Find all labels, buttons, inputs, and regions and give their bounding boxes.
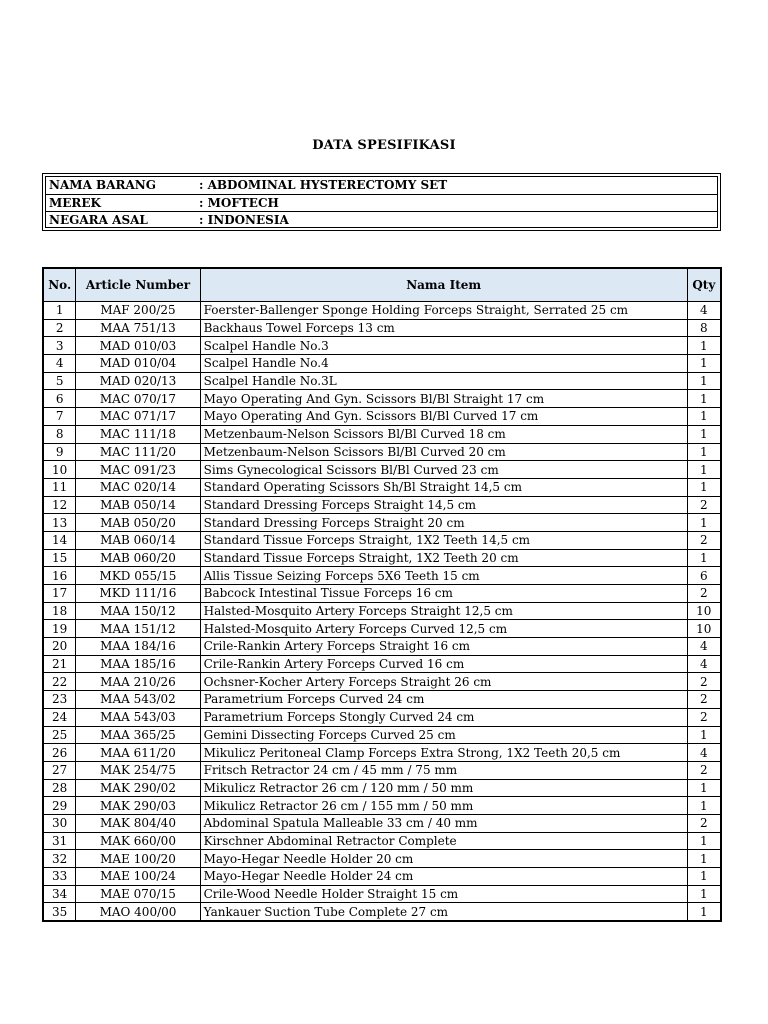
quantity: 4: [687, 744, 721, 762]
item-name: Kirschner Abdominal Retractor Complete: [200, 832, 687, 850]
quantity: 1: [687, 850, 721, 868]
item-name: Mayo Operating And Gyn. Scissors Bl/Bl Straight 17 cm: [200, 390, 687, 408]
row-number: 19: [43, 620, 76, 638]
item-name: Scalpel Handle No.3: [200, 337, 687, 355]
item-name: Mikulicz Retractor 26 cm / 155 mm / 50 mm: [200, 797, 687, 815]
table-row: [43, 602, 721, 620]
article-number: MAE 100/20: [76, 850, 200, 868]
table-row: [43, 903, 721, 921]
quantity: 1: [687, 868, 721, 886]
table-body: [43, 302, 721, 922]
table-header-row: [43, 268, 721, 302]
article-number: MAC 111/20: [76, 443, 200, 461]
row-number: 21: [43, 655, 76, 673]
quantity: 1: [687, 726, 721, 744]
quantity: 1: [687, 408, 721, 426]
row-number: 9: [43, 443, 76, 461]
article-number: MAC 020/14: [76, 478, 200, 496]
article-number: MAE 070/15: [76, 885, 200, 903]
item-name: Allis Tissue Seizing Forceps 5X6 Teeth 15 cm: [200, 567, 687, 585]
table-row: [43, 885, 721, 903]
item-name: Standard Dressing Forceps Straight 20 cm: [200, 514, 687, 532]
quantity: 1: [687, 372, 721, 390]
article-number: MAA 365/25: [76, 726, 200, 744]
row-number: 14: [43, 531, 76, 549]
quantity: 10: [687, 602, 721, 620]
article-number: MAA 210/26: [76, 673, 200, 691]
item-name: Standard Tissue Forceps Straight, 1X2 Teeth 20 cm: [200, 549, 687, 567]
article-number: MAA 184/16: [76, 638, 200, 656]
table-row: [43, 620, 721, 638]
quantity: 2: [687, 691, 721, 709]
quantity: 1: [687, 425, 721, 443]
table-row: [43, 355, 721, 373]
item-name: Standard Operating Scissors Sh/Bl Straight 14,5 cm: [200, 478, 687, 496]
quantity: 1: [687, 355, 721, 373]
item-name: Foerster-Ballenger Sponge Holding Forceps Straight, Serrated 25 cm: [200, 302, 687, 320]
row-number: 33: [43, 868, 76, 886]
spec-label: NEGARA ASAL: [49, 213, 148, 227]
item-name: Mikulicz Retractor 26 cm / 120 mm / 50 mm: [200, 779, 687, 797]
quantity: 2: [687, 708, 721, 726]
item-name: Mayo-Hegar Needle Holder 20 cm: [200, 850, 687, 868]
table-row: [43, 850, 721, 868]
item-name: Sims Gynecological Scissors Bl/Bl Curved 23 cm: [200, 461, 687, 479]
row-number: 5: [43, 372, 76, 390]
item-name: Mayo-Hegar Needle Holder 24 cm: [200, 868, 687, 886]
table-row: [43, 302, 721, 320]
table-row: [43, 478, 721, 496]
article-number: MAA 611/20: [76, 744, 200, 762]
row-number: 18: [43, 602, 76, 620]
article-number: MAA 185/16: [76, 655, 200, 673]
row-number: 31: [43, 832, 76, 850]
article-number: MAF 200/25: [76, 302, 200, 320]
table-row: [43, 514, 721, 532]
row-number: 28: [43, 779, 76, 797]
table-row: [43, 691, 721, 709]
article-number: MAC 070/17: [76, 390, 200, 408]
row-number: 8: [43, 425, 76, 443]
article-number: MAB 060/20: [76, 549, 200, 567]
row-number: 20: [43, 638, 76, 656]
header-item-name: Nama Item: [200, 268, 687, 302]
row-number: 11: [43, 478, 76, 496]
quantity: 2: [687, 761, 721, 779]
header-article-number: Article Number: [76, 268, 200, 302]
quantity: 1: [687, 443, 721, 461]
quantity: 2: [687, 496, 721, 514]
table-row: [43, 726, 721, 744]
item-name: Crile-Wood Needle Holder Straight 15 cm: [200, 885, 687, 903]
item-name: Crile-Rankin Artery Forceps Curved 16 cm: [200, 655, 687, 673]
article-number: MKD 111/16: [76, 585, 200, 603]
item-name: Metzenbaum-Nelson Scissors Bl/Bl Curved 20 cm: [200, 443, 687, 461]
row-number: 24: [43, 708, 76, 726]
quantity: 2: [687, 673, 721, 691]
quantity: 1: [687, 903, 721, 921]
article-number: MAK 254/75: [76, 761, 200, 779]
row-number: 6: [43, 390, 76, 408]
item-name: Halsted-Mosquito Artery Forceps Straight 12,5 cm: [200, 602, 687, 620]
row-number: 7: [43, 408, 76, 426]
row-number: 29: [43, 797, 76, 815]
row-number: 30: [43, 814, 76, 832]
specification-box: [42, 173, 721, 231]
item-name: Fritsch Retractor 24 cm / 45 mm / 75 mm: [200, 761, 687, 779]
item-name: Metzenbaum-Nelson Scissors Bl/Bl Curved 18 cm: [200, 425, 687, 443]
item-name: Parametrium Forceps Curved 24 cm: [200, 691, 687, 709]
item-name: Scalpel Handle No.4: [200, 355, 687, 373]
row-number: 13: [43, 514, 76, 532]
item-name: Abdominal Spatula Malleable 33 cm / 40 mm: [200, 814, 687, 832]
quantity: 2: [687, 585, 721, 603]
table-row: [43, 461, 721, 479]
quantity: 1: [687, 832, 721, 850]
header-no: No.: [43, 268, 76, 302]
article-number: MAK 290/03: [76, 797, 200, 815]
article-number: MAD 020/13: [76, 372, 200, 390]
header-qty: Qty: [687, 268, 721, 302]
quantity: 1: [687, 797, 721, 815]
table-row: [43, 443, 721, 461]
table-row: [43, 531, 721, 549]
quantity: 8: [687, 319, 721, 337]
table-row: [43, 337, 721, 355]
article-number: MAE 100/24: [76, 868, 200, 886]
row-number: 26: [43, 744, 76, 762]
article-number: MAC 111/18: [76, 425, 200, 443]
item-name: Parametrium Forceps Stongly Curved 24 cm: [200, 708, 687, 726]
spec-label: NAMA BARANG: [49, 178, 157, 192]
spec-row-item-name: [46, 177, 717, 195]
article-number: MAA 151/12: [76, 620, 200, 638]
quantity: 4: [687, 302, 721, 320]
item-name: Standard Tissue Forceps Straight, 1X2 Teeth 14,5 cm: [200, 531, 687, 549]
article-number: MAC 091/23: [76, 461, 200, 479]
quantity: 1: [687, 461, 721, 479]
article-number: MAK 290/02: [76, 779, 200, 797]
row-number: 25: [43, 726, 76, 744]
article-number: MKD 055/15: [76, 567, 200, 585]
article-number: MAA 543/02: [76, 691, 200, 709]
article-number: MAA 751/13: [76, 319, 200, 337]
article-number: MAD 010/03: [76, 337, 200, 355]
row-number: 32: [43, 850, 76, 868]
row-number: 34: [43, 885, 76, 903]
row-number: 27: [43, 761, 76, 779]
row-number: 4: [43, 355, 76, 373]
table-row: [43, 372, 721, 390]
quantity: 6: [687, 567, 721, 585]
table-row: [43, 655, 721, 673]
quantity: 4: [687, 655, 721, 673]
table-row: [43, 868, 721, 886]
row-number: 23: [43, 691, 76, 709]
item-name: Babcock Intestinal Tissue Forceps 16 cm: [200, 585, 687, 603]
item-name: Crile-Rankin Artery Forceps Straight 16 cm: [200, 638, 687, 656]
article-number: MAA 150/12: [76, 602, 200, 620]
table-row: [43, 832, 721, 850]
spec-row-country: [46, 212, 717, 230]
table-row: [43, 585, 721, 603]
quantity: 1: [687, 549, 721, 567]
table-row: [43, 567, 721, 585]
item-name: Backhaus Towel Forceps 13 cm: [200, 319, 687, 337]
spec-label: MEREK: [49, 195, 101, 210]
table-row: [43, 797, 721, 815]
table-row: [43, 549, 721, 567]
article-number: MAO 400/00: [76, 903, 200, 921]
quantity: 1: [687, 478, 721, 496]
item-table: [42, 267, 722, 922]
quantity: 1: [687, 390, 721, 408]
quantity: 10: [687, 620, 721, 638]
quantity: 4: [687, 638, 721, 656]
quantity: 1: [687, 885, 721, 903]
table-row: [43, 673, 721, 691]
article-number: MAB 050/20: [76, 514, 200, 532]
row-number: 3: [43, 337, 76, 355]
row-number: 12: [43, 496, 76, 514]
row-number: 15: [43, 549, 76, 567]
spec-value: : MOFTECH: [199, 195, 279, 210]
spec-value: : ABDOMINAL HYSTERECTOMY SET: [199, 178, 448, 192]
item-name: Scalpel Handle No.3L: [200, 372, 687, 390]
row-number: 10: [43, 461, 76, 479]
article-number: MAD 010/04: [76, 355, 200, 373]
article-number: MAA 543/03: [76, 708, 200, 726]
article-number: MAC 071/17: [76, 408, 200, 426]
table-row: [43, 761, 721, 779]
quantity: 2: [687, 531, 721, 549]
document-title: DATA SPESIFIKASI: [312, 138, 456, 153]
article-number: MAK 660/00: [76, 832, 200, 850]
table-row: [43, 408, 721, 426]
table-row: [43, 496, 721, 514]
item-name: Gemini Dissecting Forceps Curved 25 cm: [200, 726, 687, 744]
item-name: Mikulicz Peritoneal Clamp Forceps Extra Strong, 1X2 Teeth 20,5 cm: [200, 744, 687, 762]
table-row: [43, 779, 721, 797]
row-number: 16: [43, 567, 76, 585]
table-row: [43, 638, 721, 656]
table-row: [43, 319, 721, 337]
quantity: 2: [687, 814, 721, 832]
article-number: MAB 050/14: [76, 496, 200, 514]
table-row: [43, 708, 721, 726]
item-name: Ochsner-Kocher Artery Forceps Straight 26 cm: [200, 673, 687, 691]
row-number: 2: [43, 319, 76, 337]
table-row: [43, 814, 721, 832]
article-number: MAK 804/40: [76, 814, 200, 832]
item-name: Standard Dressing Forceps Straight 14,5 cm: [200, 496, 687, 514]
specification-inner: [45, 176, 718, 228]
table-row: [43, 744, 721, 762]
row-number: 22: [43, 673, 76, 691]
spec-row-brand: [46, 195, 717, 213]
item-name: Yankauer Suction Tube Complete 27 cm: [200, 903, 687, 921]
table-row: [43, 425, 721, 443]
spec-value: : INDONESIA: [199, 213, 289, 227]
item-name: Halsted-Mosquito Artery Forceps Curved 12,5 cm: [200, 620, 687, 638]
row-number: 35: [43, 903, 76, 921]
quantity: 1: [687, 779, 721, 797]
row-number: 17: [43, 585, 76, 603]
item-name: Mayo Operating And Gyn. Scissors Bl/Bl Curved 17 cm: [200, 408, 687, 426]
article-number: MAB 060/14: [76, 531, 200, 549]
row-number: 1: [43, 302, 76, 320]
table-row: [43, 390, 721, 408]
quantity: 1: [687, 337, 721, 355]
quantity: 1: [687, 514, 721, 532]
